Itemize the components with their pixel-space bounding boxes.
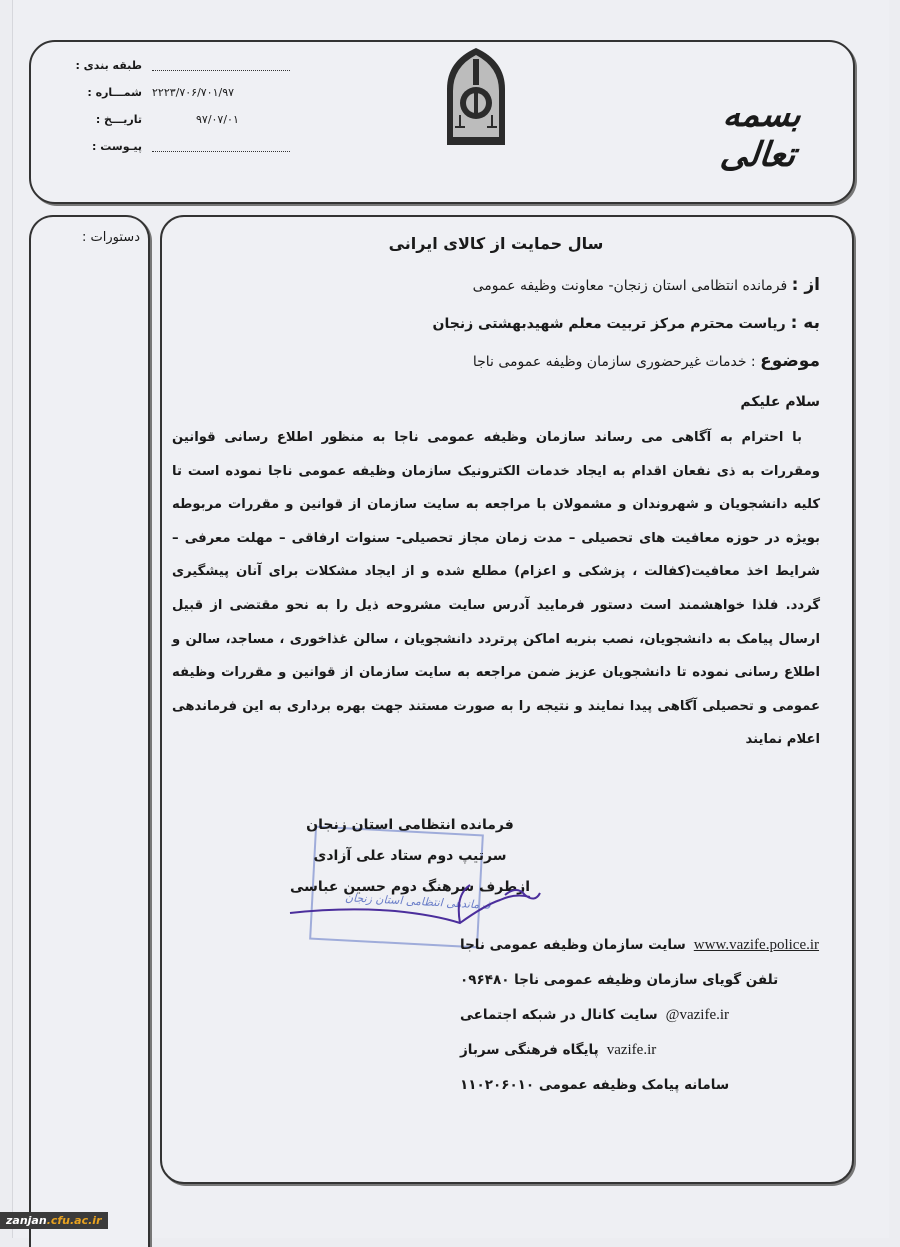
year-slogan: سال حمایت از کالای ایرانی <box>388 234 604 253</box>
meta-label: طبقه بندی : <box>75 59 142 72</box>
contact-sms <box>460 1068 846 1103</box>
contact-social-channel <box>460 998 846 1033</box>
watermark-accent: .cfu.ac.ir <box>46 1214 102 1227</box>
subject-line <box>172 343 820 381</box>
letter-body-paragraph: با احترام به آگاهی می رساند سازمان وظیفه عمومی ناجا به منظور اطلاع رسانی قوانین ومقررات به ذی نفعان اقدام به ایجاد خدمات الکترونیک سازمان وظیفه عمومی ناجا نموده است تا کلیه دانشجویان و شهروندان و مشمولان با مراجعه به سایت سازمان از قوانین و مقررات مربوطه بویژه در حوزه معافیت های تحصیلی – مدت زمان مجاز تحصیلی- سنوات ارفاقی – مهلت معرفی – شرایط اخذ معافیت(کفالت ، پزشکی و اعزام) مطلع شده و از ایجاد مشکلات برای آنان پیشگیری گردد. فلذا خواهشمند است دستور فرمایید آدرس سایت مشروحه ذیل را به نحو مقتضی از قبیل ارسال پیامک به دانشجویان، نصب بنربه اماکن پرتردد دانشجویان ، سالن غذاخوری ، مساجد، سالن و اطلاع رسانی نموده تا دانشجویان عزیز ضمن مراجعه به سایت سازمان از قوانین و مقررات وظیفه عمومی و تحصیلی آگاهی پیدا نمایند و نتیجه را به صورت مستند جهت بهره برداری به این فرماندهی اعلام نمایند <box>172 430 820 748</box>
subject-value: : خدمات غیرحضوری سازمان وظیفه عمومی ناجا <box>472 354 756 370</box>
stamp-text: فرماندهی انتظامی استان زنجان <box>344 891 491 912</box>
meta-date <box>80 106 290 133</box>
contact-label: سایت کانال در شبکه اجتماعی <box>460 1007 658 1023</box>
social-handle: @vazife.ir <box>665 1007 730 1023</box>
signatory-name: سرتیپ دوم ستاد علی آزادی <box>313 848 507 864</box>
commands-label: دستورات : <box>82 230 140 245</box>
meta-value-blank <box>152 58 290 71</box>
meta-attachment <box>80 133 290 160</box>
commands-column <box>29 215 150 1247</box>
contact-label: سامانه پیامک وظیفه عمومی ۱۱۰۲۰۶۰۱۰ <box>460 1077 730 1093</box>
contact-info <box>460 928 846 1103</box>
greeting: سلام علیکم <box>740 394 820 410</box>
contact-phone <box>460 963 846 998</box>
signatory-title: فرمانده انتظامی استان زنجان <box>306 817 514 833</box>
meta-number <box>80 79 290 106</box>
contact-label: پایگاه فرهنگی سرباز <box>460 1042 599 1058</box>
meta-value: ۹۷/۰۷/۰۱ <box>196 113 239 126</box>
letter-content <box>172 225 820 757</box>
watermark-prefix: zanjan <box>6 1214 47 1227</box>
from-value: فرمانده انتظامی استان زنجان- معاونت وظیفه عمومی <box>472 278 788 294</box>
website-link[interactable]: www.vazife.police.ir <box>693 937 820 953</box>
meta-classification <box>75 52 290 79</box>
police-emblem-icon <box>443 45 509 149</box>
cultural-site-url: vazife.ir <box>606 1042 657 1058</box>
to-value: ریاست محترم مرکز تربیت معلم شهیدبهشتی زنجان <box>432 316 786 332</box>
to-label: به : <box>790 313 820 333</box>
meta-label: پیـوست : <box>92 140 142 153</box>
meta-value-blank <box>152 139 290 152</box>
from-line <box>172 267 820 305</box>
meta-label: شمـــاره : <box>87 86 142 99</box>
site-watermark <box>0 1212 108 1229</box>
meta-value: ۲۲۲۳/۷۰۶/۷۰۱/۹۷ <box>152 86 235 99</box>
contact-label: سایت سازمان وظیفه عمومی ناجا <box>460 937 686 953</box>
contact-label: تلفن گویای سازمان وظیفه عمومی ناجا ۰۹۶۴۸۰ <box>460 972 779 988</box>
to-line <box>172 305 820 343</box>
handwritten-signature-icon <box>285 875 545 935</box>
meta-label: تاریـــخ : <box>95 113 142 126</box>
subject-label: موضوع <box>760 351 820 371</box>
letter-metadata <box>75 52 290 160</box>
signatory-delegate: ازطرف سرهنگ دوم حسین عباسی <box>289 879 530 895</box>
contact-website <box>460 928 846 963</box>
from-label: از : <box>791 275 820 295</box>
contact-cultural-site <box>460 1033 846 1068</box>
basmala-heading: بسمه تعالی <box>718 95 804 175</box>
